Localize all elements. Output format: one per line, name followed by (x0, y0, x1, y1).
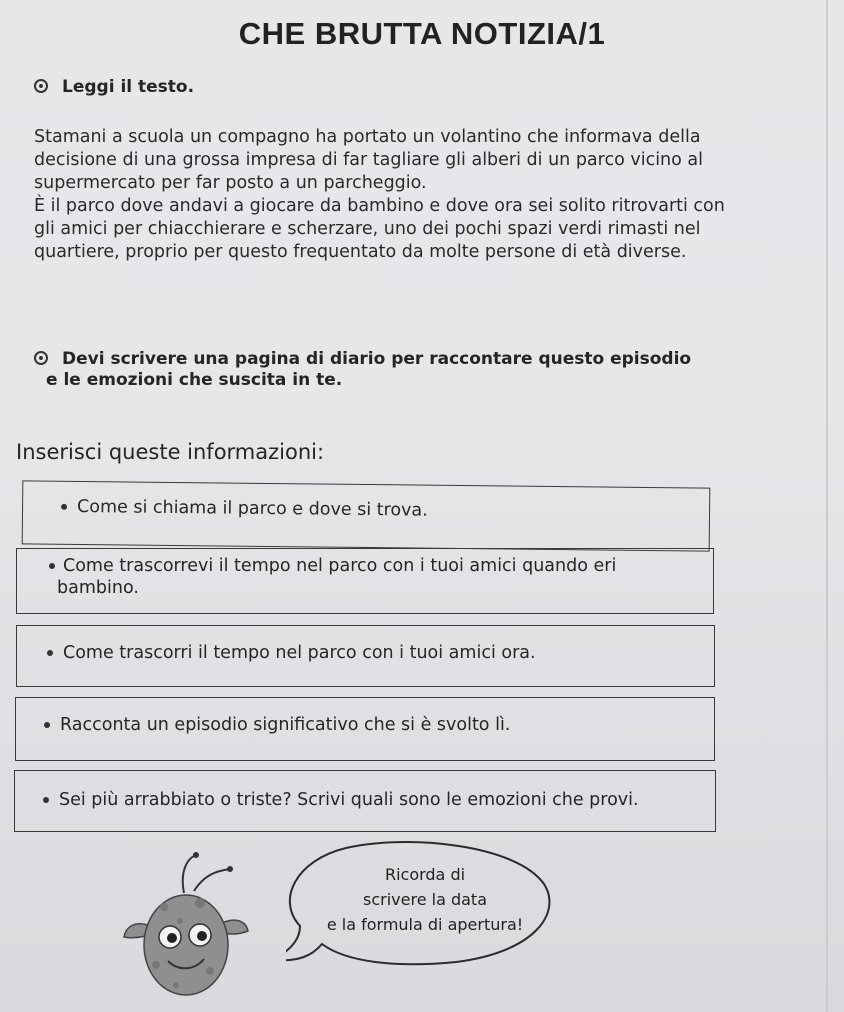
text-line: quartiere, proprio per questo frequentato da molte persone di età diverse. (34, 242, 687, 262)
story-text (34, 126, 814, 264)
bubble-line: e la formula di apertura! (326, 915, 524, 934)
bubble-line: scrivere la data (363, 890, 487, 909)
text-line: gli amici per chiacchierare e scherzare, uno dei pochi spazi verdi rimasti nel (34, 219, 701, 239)
target-bullet-icon (34, 351, 48, 365)
instruction-read: Leggi il testo. (62, 77, 195, 97)
instruction-write (46, 349, 692, 391)
instruction-line: e le emozioni che suscita in te. (46, 370, 343, 390)
page-fold (826, 0, 828, 1012)
item-text: Racconta un episodio significativo che si è svolto lì. (60, 715, 511, 735)
bullet-icon (49, 563, 55, 569)
instruction-line: Devi scrivere una pagina di diario per raccontare questo episodio (62, 349, 692, 369)
item-text: bambino. (57, 578, 139, 598)
info-box-2 (16, 548, 714, 614)
text-line: È il parco dove andavi a giocare da bambino e dove ora sei solito ritrovarti con (34, 196, 725, 216)
bullet-icon (47, 650, 53, 656)
info-box-5 (14, 770, 716, 832)
bullet-icon (61, 504, 67, 510)
item-text: Come si chiama il parco e dove si trova. (76, 496, 428, 521)
bullet-icon (43, 797, 49, 803)
text-line: Stamani a scuola un compagno ha portato un volantino che informava della (34, 127, 701, 147)
bullet-icon (44, 722, 50, 728)
info-box-3 (16, 625, 715, 687)
bubble-text (290, 862, 560, 937)
item-text: Come trascorri il tempo nel parco con i tuoi amici ora. (63, 643, 536, 663)
info-box-1 (22, 480, 711, 551)
item-text: Sei più arrabbiato o triste? Scrivi quali sono le emozioni che provi. (59, 790, 639, 810)
bubble-line: Ricorda di (384, 865, 466, 884)
target-bullet-icon (34, 79, 48, 93)
info-box-4 (15, 697, 715, 761)
alien-mascot-icon (120, 845, 250, 1012)
text-line: decisione di una grossa impresa di far tagliare gli alberi di un parco vicino al (34, 150, 704, 170)
page-title: CHE BRUTTA NOTIZIA/1 (238, 16, 606, 51)
section-heading: Inserisci queste informazioni: (16, 440, 325, 464)
text-line: supermercato per far posto a un parcheggio. (34, 173, 427, 193)
item-text: Come trascorrevi il tempo nel parco con i tuoi amici quando eri (63, 556, 617, 576)
